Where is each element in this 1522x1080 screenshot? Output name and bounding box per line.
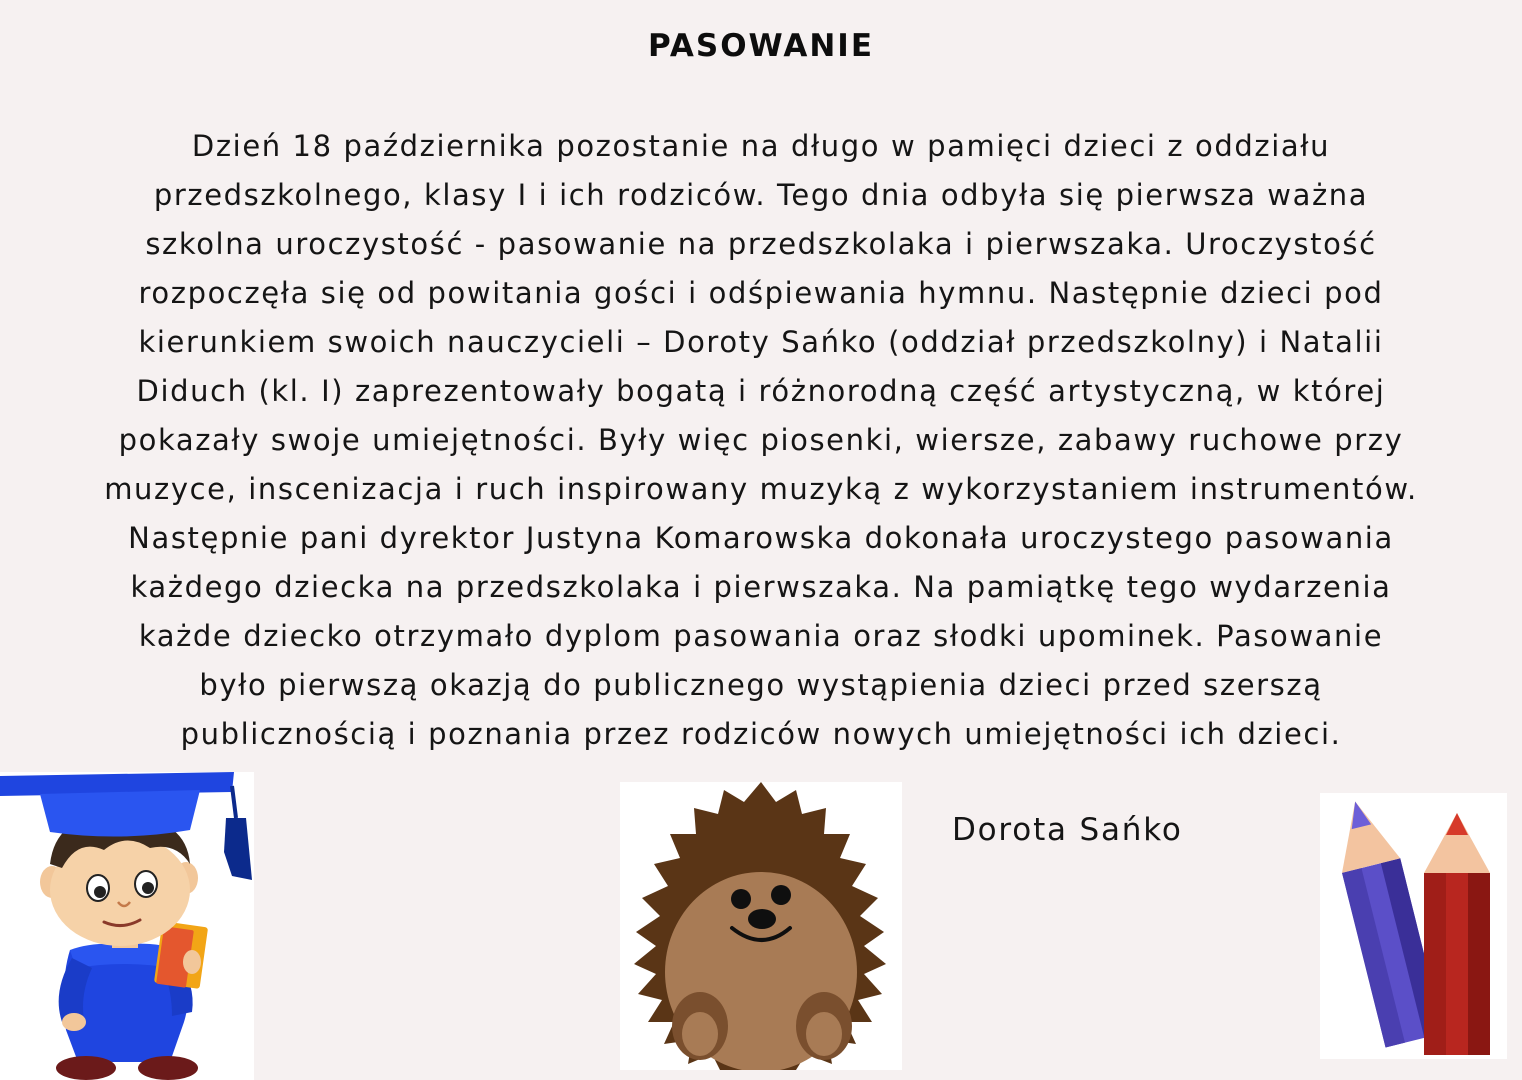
pencils-illustration (1320, 793, 1507, 1059)
article-line: rozpoczęła się od powitania gości i odśpiewania hymnu. Następnie dzieci pod (138, 276, 1384, 310)
author-signature: Dorota Sańko (952, 812, 1183, 848)
article-body (6, 122, 1516, 759)
article-line: publicznością i poznania przez rodziców nowych umiejętności ich dzieci. (180, 717, 1342, 751)
article-line: Dzień 18 października pozostanie na długo w pamięci dzieci z oddziału (191, 129, 1331, 163)
article-line: kierunkiem swoich nauczycieli – Doroty Sańko (oddział przedszkolny) i Natalii (138, 325, 1384, 359)
article-line: szkolna uroczystość - pasowanie na przedszkolaka i pierwszaka. Uroczystość (145, 227, 1377, 261)
article-line: pokazały swoje umiejętności. Były więc piosenki, wiersze, zabawy ruchowe przy (118, 423, 1404, 457)
article-line: każde dziecko otrzymało dyplom pasowania oraz słodki upominek. Pasowanie (138, 619, 1384, 653)
article-line: muzyce, inscenizacja i ruch inspirowany muzyką z wykorzystaniem instrumentów. (104, 472, 1418, 506)
article-line: każdego dziecka na przedszkolaka i pierwszaka. Na pamiątkę tego wydarzenia (130, 570, 1392, 604)
article-line: było pierwszą okazją do publicznego wystąpienia dzieci przed szerszą (199, 668, 1323, 702)
page-title: PASOWANIE (648, 28, 874, 64)
graduate-boy-illustration (0, 772, 254, 1080)
article-line: Diduch (kl. I) zaprezentowały bogatą i różnorodną część artystyczną, w której (136, 374, 1386, 408)
article-line: Następnie pani dyrektor Justyna Komarowska dokonała uroczystego pasowania (128, 521, 1394, 555)
article-line: przedszkolnego, klasy I i ich rodziców. Tego dnia odbyła się pierwsza ważna (153, 178, 1369, 212)
hedgehog-illustration (620, 782, 902, 1070)
